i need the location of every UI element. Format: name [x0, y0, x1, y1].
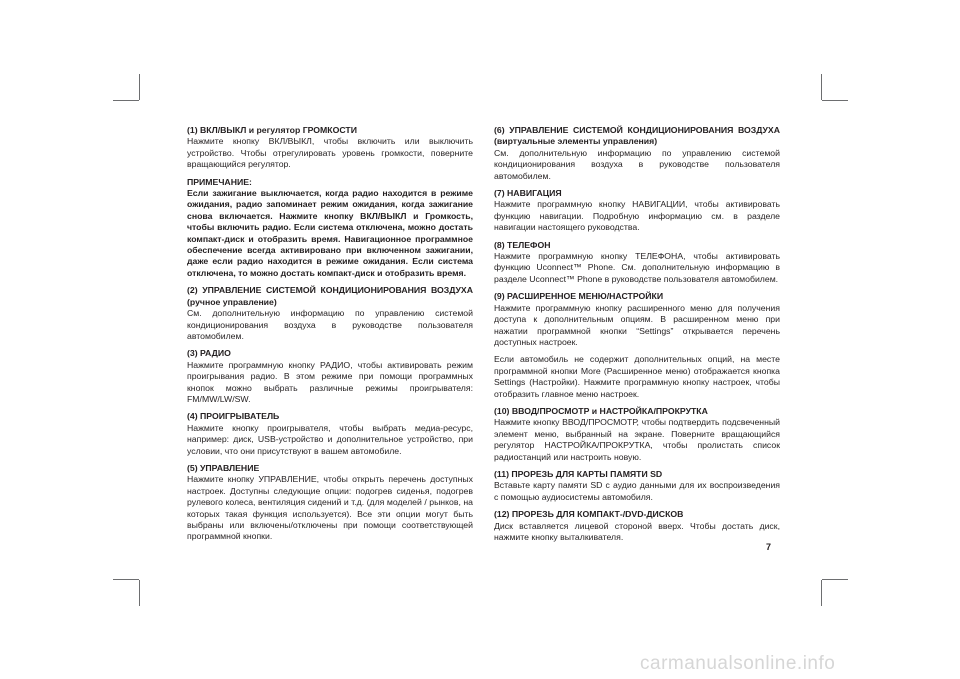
section-text: Нажмите программную кнопку ТЕЛЕФОНА, чтобы активировать функцию Uconnect™ Phone. См. дополнительную информацию в разделе Uconnect™ Phone в руководстве пользователя автомобилем. [494, 251, 780, 284]
section-climate-virtual [494, 125, 780, 182]
section-text: Нажмите программную кнопку расширенного меню для получения доступа к дополнительным опциям. В расширенном меню при нажатии программной кнопки “Settings” открывается перечень доступных настроек. [494, 302, 780, 347]
section-text: Нажмите программную кнопку НАВИГАЦИИ, чтобы активировать функцию навигации. Подробную информацию см. в разделе навигации настоящего руководства. [494, 199, 780, 233]
section-heading: (5) УПРАВЛЕНИЕ [187, 462, 260, 473]
section-text: Вставьте карту памяти SD с аудио данными для их воспроизведения с помощью аудиосистемы автомобиля. [494, 480, 780, 502]
crop-mark [139, 74, 140, 100]
section-heading: (10) ВВОД/ПРОСМОТР и НАСТРОЙКА/ПРОКРУТКА [494, 405, 708, 416]
section-heading: (9) РАСШИРЕННОЕ МЕНЮ/НАСТРОЙКИ [494, 291, 664, 302]
right-column [494, 125, 780, 549]
crop-mark [113, 100, 139, 101]
note-text: Если зажигание выключается, когда радио находится в режиме ожидания, радио запоминает режим ожидания, когда зажигание снова включается. Нажмите кнопку ВКЛ/ВЫКЛ и Громкость, чтобы включить радио. Если система отключена, можно достать компакт-диск и отобразить время. Навигационное программное обеспечение всегда активировано при включенном зажигании, даже если радио находится в режиме ожидания. Если система отключена, то можно достать компакт-диск и отобразить время. [187, 188, 473, 278]
section-controls [187, 463, 473, 543]
left-column [187, 125, 473, 549]
section-note [187, 177, 473, 280]
section-power-volume [187, 125, 473, 171]
section-text: См. дополнительную информацию по управлению системой кондиционирования воздуха в руководстве пользователя автомобилем. [494, 147, 780, 181]
crop-mark [113, 579, 139, 580]
section-more-settings-extra [494, 354, 780, 400]
section-text: Нажмите кнопку проигрывателя, чтобы выбрать медиа-ресурс, например: диск, USB-устройство и дополнительное устройство, при условии, что они присутствуют в вашем автомобиле. [187, 422, 473, 456]
section-text: Нажмите кнопку УПРАВЛЕНИЕ, чтобы открыть перечень доступных настроек. Доступны следующие опции: подогрев сиденья, подогрев рулевого колеса, вентиляция сидений и т.д. (для моделей / рынков, на которых такая функция используется). Все эти опции могут быть выбраны или включены/отключены при помощи соответствующей программной кнопки. [187, 474, 473, 542]
section-sd-slot [494, 469, 780, 503]
section-phone [494, 240, 780, 286]
page-number: 7 [766, 542, 772, 552]
section-more-settings [494, 291, 780, 348]
section-heading: (4) ПРОИГРЫВАТЕЛЬ [187, 411, 280, 422]
section-heading: (6) УПРАВЛЕНИЕ СИСТЕМОЙ КОНДИЦИОНИРОВАНИЯ ВОЗДУХА (виртуальные элементы управления) [494, 125, 780, 147]
section-text: Нажмите кнопку ВВОД/ПРОСМОТР, чтобы подтвердить подсвеченный элемент меню, выбранный на экране. Поверните вращающийся регулятор НАСТРОЙКА/ПРОКРУТКА, чтобы пролистать список радиостанций или настроить новую. [494, 417, 780, 462]
section-player [187, 411, 473, 457]
watermark: carmanualsonline.info [640, 653, 836, 674]
crop-mark [821, 580, 822, 606]
section-radio [187, 348, 473, 405]
section-heading: (1) ВКЛ/ВЫКЛ и регулятор ГРОМКОСТИ [187, 125, 357, 135]
crop-mark [822, 579, 848, 580]
section-heading: (3) РАДИО [187, 348, 231, 359]
section-text: Нажмите кнопку ВКЛ/ВЫКЛ, чтобы включить или выключить устройство. Чтобы отрегулировать уровень громкости, поверните вращающийся регулятор. [187, 136, 473, 170]
section-climate-manual [187, 285, 473, 342]
section-heading: (12) ПРОРЕЗЬ ДЛЯ КОМПАКТ-/DVD-ДИСКОВ [494, 509, 684, 520]
section-disc-slot [494, 509, 780, 543]
section-text: Если автомобиль не содержит дополнительных опций, на месте программной кнопки More (Расширенное меню) отображается кнопка Settings (Настройки). Нажмите программную кнопку настроек, чтобы отобразить главное меню настроек. [494, 354, 780, 399]
crop-mark [822, 100, 848, 101]
crop-mark [821, 74, 822, 100]
section-text: См. дополнительную информацию по управлению системой кондиционирования воздуха в руководстве пользователя автомобилем. [187, 308, 473, 341]
section-heading: (2) УПРАВЛЕНИЕ СИСТЕМОЙ КОНДИЦИОНИРОВАНИЯ ВОЗДУХА (ручное управление) [187, 285, 473, 307]
section-text: Нажмите программную кнопку РАДИО, чтобы активировать режим проигрывания радио. В этом режиме при помощи программных кнопок можно выбрать различные режимы проигрывателя: FM/MW/LW/SW. [187, 359, 473, 404]
crop-mark [139, 580, 140, 606]
section-enter-scroll [494, 406, 780, 463]
section-heading: (7) НАВИГАЦИЯ [494, 188, 562, 199]
section-heading: (11) ПРОРЕЗЬ ДЛЯ КАРТЫ ПАМЯТИ SD [494, 468, 663, 479]
section-navigation [494, 188, 780, 234]
section-heading: (8) ТЕЛЕФОН [494, 239, 551, 250]
section-text: Диск вставляется лицевой стороной вверх. Чтобы достать диск, нажмите кнопку выталкивателя. [494, 520, 780, 542]
note-heading: ПРИМЕЧАНИЕ: [187, 176, 252, 187]
